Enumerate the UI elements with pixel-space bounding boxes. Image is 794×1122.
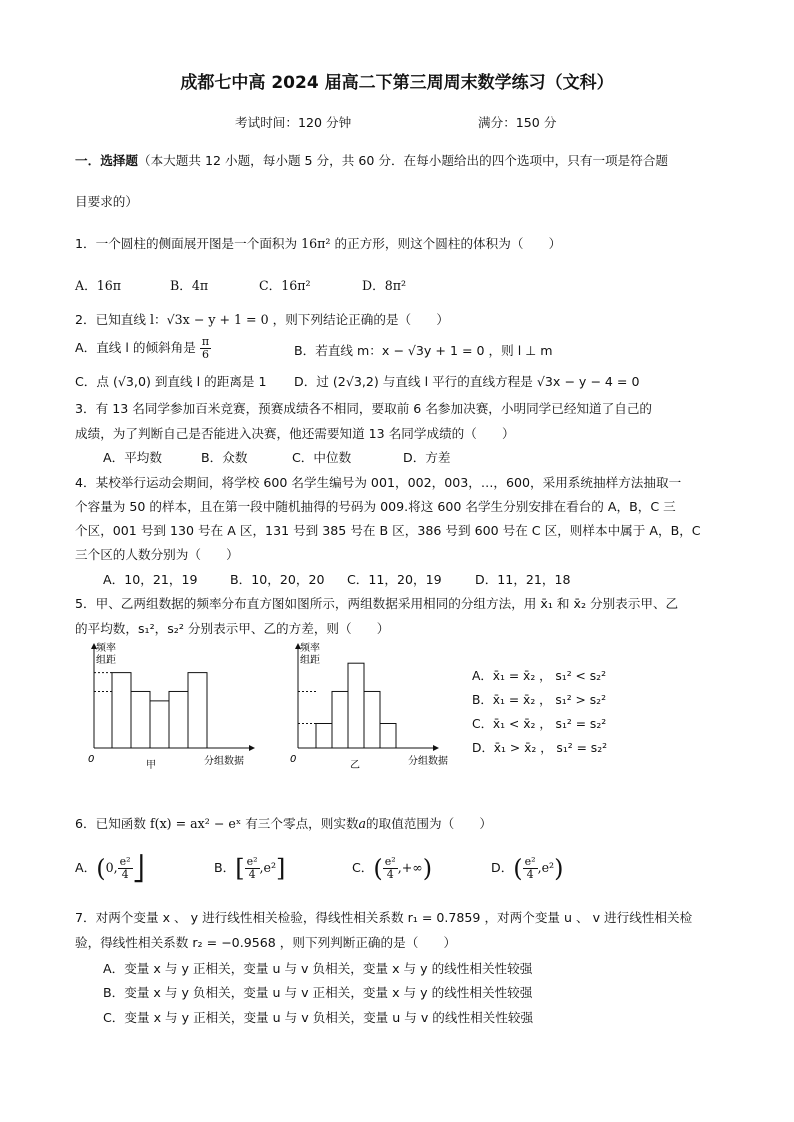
q6-stem-b: 有三个零点，则实数	[245, 816, 359, 831]
q6-option-c: C．( $\frac{\text{e²}}{4}$ ,+∞)	[352, 854, 433, 883]
section-desc: （本大题共 12 小题，每小题 5 分，共 60 分．在每小题给出的四个选项中，只有一项是符合题	[137, 153, 669, 168]
q4-option-a: A．10，21，19	[103, 572, 198, 587]
q6-d-frac	[523, 856, 538, 881]
q5-option-c: C．x̄₁ < x̄₂ ， s₁² = s₂²	[472, 717, 607, 731]
question-2-stem	[75, 311, 449, 329]
q6-stem-a: 6．已知函数	[75, 816, 146, 831]
question-4-line1: 4．某校举行运动会期间，将学校 600 名学生编号为 001，002，003，…，600，采用系统抽样方法抽取一	[75, 475, 682, 490]
q6-option-d: D．( $\frac{\text{e²}}{4}$ ,e²)	[491, 854, 564, 883]
q6-c-inf: ,+∞	[397, 860, 423, 875]
q6-a-frac	[118, 856, 133, 881]
q2-stem-a: 2．已知直线	[75, 312, 146, 327]
y-label-top: 频率	[300, 643, 320, 654]
q2-stem-b: ，则下列结论正确的是（ ）	[272, 312, 449, 327]
q6-option-d-label: D．	[491, 860, 514, 875]
question-3-line1: 3．有 13 名同学参加百米竞赛，预赛成绩各不相同，要取前 6 名参加决赛，小明同学已经知道了自己的	[75, 401, 653, 416]
histogram-bar	[316, 724, 332, 749]
question-1-options	[75, 277, 407, 295]
q4-option-d: D．11，21，18	[475, 572, 571, 587]
histogram-bar	[150, 701, 169, 748]
question-4-line4: 三个区的人数分别为（ ）	[75, 547, 239, 562]
chart-name: 甲	[146, 760, 156, 771]
section-intro	[75, 152, 668, 170]
frac-num: e²	[246, 855, 258, 868]
histogram-bar	[188, 673, 207, 748]
question-4-line3: 个区，001 号到 130 号在 A 区，131 号到 385 号在 B 区，386 号到 600 号在 C 区，则样本中属于 A，B，C	[75, 523, 701, 538]
chart-name: 乙	[350, 760, 360, 771]
histogram-bar	[169, 691, 188, 748]
q2-option-a-fraction	[200, 336, 211, 361]
x-label: 分组数据	[408, 756, 448, 767]
full-score: 满分：150 分	[478, 115, 557, 130]
q3-option-d: D．方差	[403, 450, 451, 465]
histogram-bar	[380, 724, 396, 749]
frac-num: e²	[384, 855, 396, 868]
q5-option-a: A．x̄₁ = x̄₂ ， s₁² < s₂²	[472, 669, 607, 683]
question-2-options-cd	[75, 373, 640, 391]
q3-option-b: B．众数	[201, 450, 248, 465]
question-7-line1: 7．对两个变量 x 、 y 进行线性相关检验，得线性相关系数 r₁ = 0.7859 ，对两个变量 u 、 v 进行线性相关检	[75, 910, 693, 925]
exam-time: 考试时间：120 分钟	[235, 115, 352, 130]
question-4-line2: 个容量为 50 的样本，且在第一段中随机抽得的号码为 009.将这 600 名学生分别安排在看台的 A，B，C 三	[75, 499, 676, 514]
q2-option-a: A．直线 l 的倾斜角是	[75, 340, 196, 355]
q7-option-a: A．变量 x 与 y 正相关，变量 u 与 v 负相关，变量 x 与 y 的线性相关性较强	[103, 961, 533, 976]
q6-b-frac	[245, 856, 260, 881]
section-desc-cont: 目要求的）	[75, 194, 138, 209]
q3-option-c: C．中位数	[292, 450, 352, 465]
histogram-bar	[348, 663, 364, 748]
q6-function: f(x) = ax² − eˣ	[150, 816, 242, 831]
histogram-yi	[270, 640, 470, 775]
y-label-bottom: 组距	[96, 655, 116, 666]
question-3-options	[103, 449, 451, 467]
question-2-options-ab	[75, 335, 553, 361]
q6-option-b-label: B．	[214, 860, 236, 875]
q2-option-d: D．过 (2√3,2) 与直线 l 平行的直线方程是 √3x − y − 4 = 0	[294, 374, 640, 389]
histogram-bar	[364, 691, 380, 748]
x-label: 分组数据	[204, 756, 244, 767]
q6-stem-c: 的取值范围为（ ）	[366, 816, 492, 831]
q6-c-frac	[383, 856, 398, 881]
q1-stem-a: 1．一个圆柱的侧面展开图是一个面积为	[75, 236, 298, 251]
q6-d-e2: ,e²	[537, 860, 555, 875]
q1-option-c: C．16π²	[259, 278, 311, 293]
question-5-line2: 的平均数，s₁²，s₂² 分别表示甲、乙的方差，则（ ）	[75, 621, 390, 636]
q2-line-l: l：√3x − y + 1 = 0	[150, 312, 269, 327]
q5-option-b: B．x̄₁ = x̄₂ ， s₁² > s₂²	[472, 693, 607, 707]
q1-expr: 16π²	[301, 236, 331, 251]
origin-label: 0	[290, 754, 297, 765]
q6-b-e2: ,e²	[259, 860, 277, 875]
question-1-stem	[75, 235, 561, 253]
q2-option-b: B．若直线 m：x − √3y + 1 = 0 ，则 l ⊥ m	[294, 343, 553, 358]
q3-option-a: A．平均数	[103, 450, 162, 465]
q6-option-a-label: A．	[75, 860, 97, 875]
q6-var-a: a	[358, 816, 367, 831]
question-5-line1: 5．甲、乙两组数据的频率分布直方图如图所示，两组数据采用相同的分组方法，用 x̄₁ 和 x̄₂ 分别表示甲、乙	[75, 596, 679, 611]
question-4-options	[103, 571, 571, 589]
y-label-top: 频率	[96, 643, 116, 654]
y-label-bottom: 组距	[300, 655, 320, 666]
q6-option-b: B．[ $\frac{\text{e²}}{4}$ ,e²]	[214, 854, 286, 883]
question-3-line2: 成绩，为了判断自己是否能进入决赛，他还需要知道 13 名同学成绩的（ ）	[75, 426, 515, 441]
frac-den: 4	[121, 868, 129, 881]
frac-num: e²	[524, 855, 536, 868]
q4-option-c: C．11，20，19	[347, 572, 442, 587]
q6-option-a: A．(0, $\frac{\text{e²}}{4}$ ⎦	[75, 854, 145, 883]
origin-label: 0	[88, 754, 95, 765]
q7-option-b: B．变量 x 与 y 负相关，变量 u 与 v 正相关，变量 x 与 y 的线性相关性较强	[103, 985, 533, 1000]
q1-option-b: B．4π	[170, 278, 209, 293]
q1-option-a: A．16π	[75, 278, 121, 293]
frac-den: 4	[248, 868, 256, 881]
q2-frac-den: 6	[202, 348, 209, 361]
histogram-jia	[70, 640, 270, 775]
question-6-stem	[75, 815, 492, 833]
q5-option-d: D．x̄₁ > x̄₂ ， s₁² = s₂²	[472, 741, 608, 755]
section-heading: 一．选择题	[75, 153, 138, 168]
histogram-bar	[131, 691, 150, 748]
q4-option-b: B．10，20，20	[230, 572, 325, 587]
histogram-bar	[332, 691, 348, 748]
histogram-bar	[112, 673, 131, 748]
q6-a-zero: 0,	[105, 860, 118, 875]
q2-option-c: C．点 (√3,0) 到直线 l 的距离是 1	[75, 374, 267, 389]
q6-option-c-label: C．	[352, 860, 374, 875]
q1-stem-b: 的正方形，则这个圆柱的体积为（ ）	[334, 236, 562, 251]
frac-num: e²	[119, 855, 131, 868]
q2-frac-num: π	[201, 335, 210, 348]
question-7-line2: 验，得线性相关系数 r₂ = −0.9568 ，则下列判断正确的是（ ）	[75, 935, 457, 950]
q7-option-c: C．变量 x 与 y 正相关，变量 u 与 v 负相关，变量 u 与 v 的线性相关性较强	[103, 1010, 534, 1025]
page-title: 成都七中高 2024 届高二下第三周周末数学练习（文科）	[180, 73, 614, 93]
question-5-options	[472, 664, 607, 760]
frac-den: 4	[386, 868, 394, 881]
frac-den: 4	[526, 868, 534, 881]
q1-option-d: D．8π²	[362, 278, 407, 293]
